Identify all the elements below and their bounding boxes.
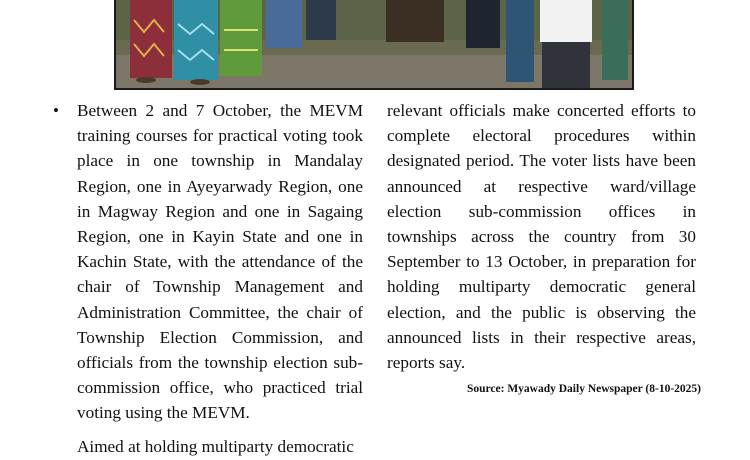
bullet-point: • xyxy=(53,101,59,120)
right-paragraph-1: relevant officials make concerted efforts to complete electoral procedures within designated period. The voter lists have been announced at respective ward/village election sub-commission offices in townships across the country from 30 September to 13 October, in preparation for holding multiparty democratic general election, and the public is observing the announced lists in their respective areas, reports say. xyxy=(387,101,696,373)
source-credit: Source: Myawady Daily Newspaper (8-10-2025) xyxy=(466,383,701,395)
photo-illustration xyxy=(116,0,634,90)
left-column xyxy=(53,98,363,459)
right-column xyxy=(387,98,696,375)
left-paragraph-1: Between 2 and 7 October, the MEVM training courses for practical voting took place in one township in Mandalay Region, one in Ayeyarwady Region, one in Magway Region and one in Sagaing Region, one in Kayin State and one in Kachin State, with the attendance of the chair of Township Management and Administration Committee, the chair of Township Election Commission, and officials from the township election sub-commission office, who practiced trial voting using the MEVM. xyxy=(77,101,363,423)
group-photo xyxy=(114,0,634,90)
left-paragraph-2: Aimed at holding multiparty democratic xyxy=(77,436,354,456)
